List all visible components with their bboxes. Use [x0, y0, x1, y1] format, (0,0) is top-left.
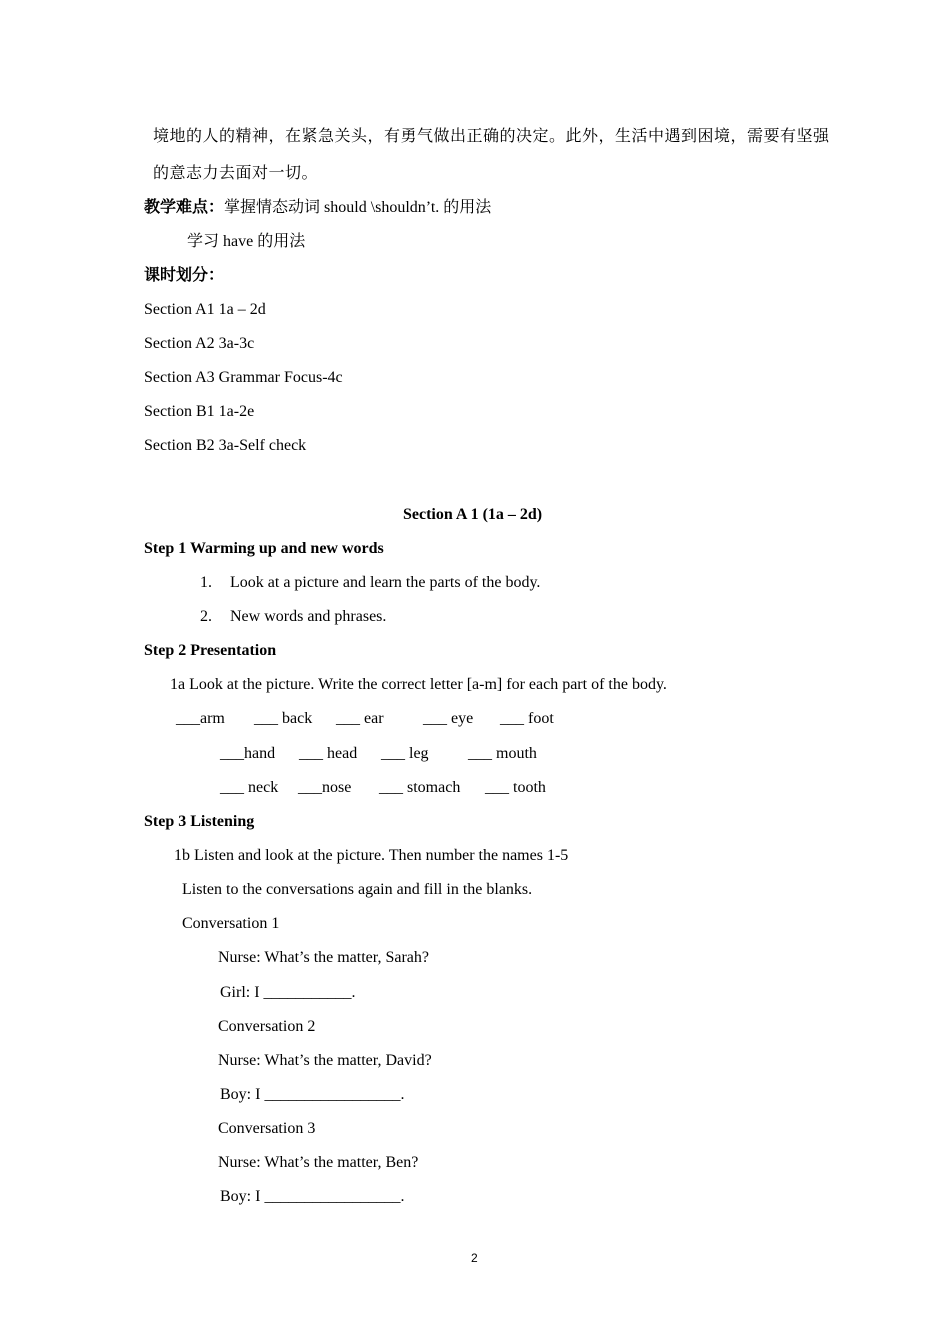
schedule-item: Section B1 1a-2e [144, 403, 255, 420]
step1-title: Step 1 Warming up and new words [144, 540, 384, 557]
schedule-item: Section A3 Grammar Focus-4c [144, 369, 343, 386]
page-number: 2 [471, 1251, 478, 1265]
blank-word: ___ leg [381, 745, 429, 762]
conversation-title: Conversation 2 [218, 1018, 316, 1035]
blank-word: ___ eye [423, 710, 474, 727]
step3-title: Step 3 Listening [144, 813, 255, 830]
list-item-number: 1. [200, 574, 212, 591]
blank-word: ___nose [298, 779, 352, 796]
intro-line-1: 境地的人的精神，在紧急关头，有勇气做出正确的决定。此外，生活中遇到困境，需要有坚强 [153, 128, 830, 145]
blank-word: ___ back [254, 710, 313, 727]
list-item: Look at a picture and learn the parts of the body. [230, 574, 541, 591]
conversation-title: Conversation 3 [218, 1120, 316, 1137]
blank-word: ___ foot [500, 710, 554, 727]
schedule-item: Section A2 3a-3c [144, 335, 255, 352]
difficulty-text-2: 学习 have 的用法 [187, 233, 306, 250]
conversation-answer: Boy: I _________________. [220, 1188, 405, 1205]
conversation-title: Conversation 1 [182, 915, 280, 932]
conversation-question: Nurse: What’s the matter, David? [218, 1052, 432, 1069]
blank-word: ___ stomach [379, 779, 461, 796]
difficulty-text: 掌握情态动词 should \shouldn’t. 的用法 [224, 199, 492, 216]
conversation-answer: Boy: I _________________. [220, 1086, 405, 1103]
blank-word: ___ head [299, 745, 358, 762]
step3-instruction-2: Listen to the conversations again and fill in the blanks. [182, 881, 533, 898]
step2-instruction: 1a Look at the picture. Write the correct letter [a-m] for each part of the body. [170, 676, 667, 693]
blank-word: ___arm [176, 710, 225, 727]
blank-word: ___ tooth [485, 779, 546, 796]
blank-word: ___hand [220, 745, 276, 762]
section-title: Section A 1 (1a – 2d) [403, 506, 543, 523]
step3-instruction: 1b Listen and look at the picture. Then number the names 1-5 [174, 847, 569, 864]
conversation-answer: Girl: I ___________. [220, 984, 356, 1001]
list-item-number: 2. [200, 608, 212, 625]
schedule-item: Section B2 3a-Self check [144, 437, 307, 454]
schedule-item: Section A1 1a – 2d [144, 301, 266, 318]
conversation-question: Nurse: What’s the matter, Ben? [218, 1154, 419, 1171]
blank-word: ___ ear [336, 710, 384, 727]
conversation-question: Nurse: What’s the matter, Sarah? [218, 949, 429, 966]
step2-title: Step 2 Presentation [144, 642, 277, 659]
list-item: New words and phrases. [230, 608, 387, 625]
blank-word: ___ mouth [468, 745, 537, 762]
blank-word: ___ neck [220, 779, 279, 796]
intro-line-2: 的意志力去面对一切。 [153, 165, 319, 182]
schedule-label: 课时划分： [144, 267, 225, 284]
difficulty-line [144, 198, 491, 218]
difficulty-label: 教学难点： [144, 199, 225, 216]
